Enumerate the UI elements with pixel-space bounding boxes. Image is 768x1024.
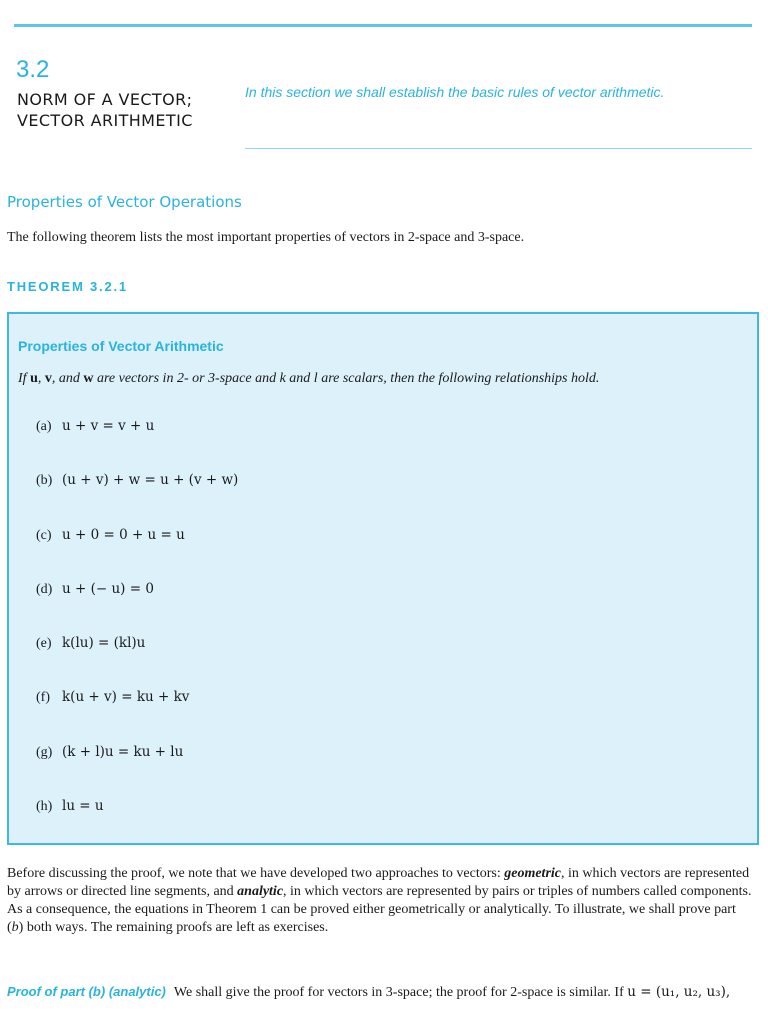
property-label: (f) — [36, 690, 50, 706]
property-label: (g) — [36, 744, 53, 760]
vector-w: w — [83, 371, 94, 386]
section-title-line1: NORM OF A VECTOR; — [17, 90, 193, 109]
statement-text: , — [37, 371, 45, 386]
property-equation: u + (− u) = 0 — [62, 580, 154, 597]
theorem-box — [7, 312, 759, 845]
property-equation: (u + v) + w = u + (v + w) — [62, 472, 239, 489]
property-item — [36, 744, 238, 798]
part-b-ref: b — [11, 920, 19, 935]
property-item — [36, 798, 238, 852]
statement-text: are vectors in 2- or 3-space and k and l are scalars, then the following relationships hold. — [93, 371, 600, 386]
term-geometric: geometric — [504, 866, 561, 881]
section-title-line2: VECTOR ARITHMETIC — [17, 111, 193, 130]
section-title — [17, 89, 193, 131]
property-label: (a) — [36, 419, 52, 434]
discussion-text: ) both ways. The remaining proofs are left as exercises. — [18, 920, 329, 935]
statement-text: , and — [51, 371, 84, 386]
discussion-text: Before discussing the proof, we note that we have developed two approaches to vectors: — [7, 866, 505, 881]
property-item — [36, 418, 238, 472]
section-intro: In this section we shall establish the basic rules of vector arithmetic. — [245, 84, 665, 100]
discussion-text: , in which vectors are represented by pairs or triples of numbers called components. As a consequence, the equations in Theorem 1 can be proved either geometrically or analytically. To illustrate, we shall prove part ( — [7, 884, 752, 935]
subsection-text: The following theorem lists the most important properties of vectors in 2-space and 3-space. — [7, 230, 525, 245]
property-equation: u + 0 = 0 + u = u — [62, 526, 185, 543]
subsection-heading: Properties of Vector Operations — [7, 193, 242, 211]
property-item — [36, 635, 238, 689]
vector-u: u — [30, 371, 38, 386]
property-equation: k(u + v) = ku + kv — [62, 689, 190, 706]
property-item — [36, 527, 238, 581]
term-analytic: analytic — [237, 884, 284, 899]
property-label: (e) — [36, 636, 52, 652]
intro-rule — [245, 148, 752, 149]
proof-line — [7, 984, 730, 1001]
property-equation: k(lu) = (kl)u — [62, 635, 146, 652]
theorem-title: Properties of Vector Arithmetic — [18, 338, 224, 354]
discussion-paragraph — [7, 865, 752, 937]
property-item — [36, 689, 238, 743]
vector-v: v — [44, 371, 52, 386]
proof-label: Proof of part (b) (analytic) — [7, 984, 166, 999]
property-label: (d) — [36, 581, 53, 597]
proof-text: We shall give the proof for vectors in 3-space; the proof for 2-space is similar. If — [173, 985, 628, 1000]
property-label: (b) — [36, 473, 53, 489]
property-label: (c) — [36, 527, 52, 543]
property-list — [36, 418, 238, 852]
proof-equation: u = (u₁, u₂, u₃), — [627, 984, 731, 1000]
theorem-label: THEOREM 3.2.1 — [7, 279, 128, 294]
top-rule — [14, 24, 752, 27]
statement-text: If — [18, 371, 31, 386]
property-item — [36, 581, 238, 635]
property-equation: u + v = v + u — [62, 418, 155, 434]
property-equation: lu = u — [62, 798, 104, 815]
discussion-text: , in which vectors are represented by arrows or directed line segments, and — [7, 866, 750, 899]
section-number: 3.2 — [16, 56, 50, 83]
property-equation: (k + l)u = ku + lu — [62, 743, 184, 760]
property-label: (h) — [36, 799, 53, 815]
theorem-statement — [18, 371, 599, 387]
property-item — [36, 472, 238, 526]
